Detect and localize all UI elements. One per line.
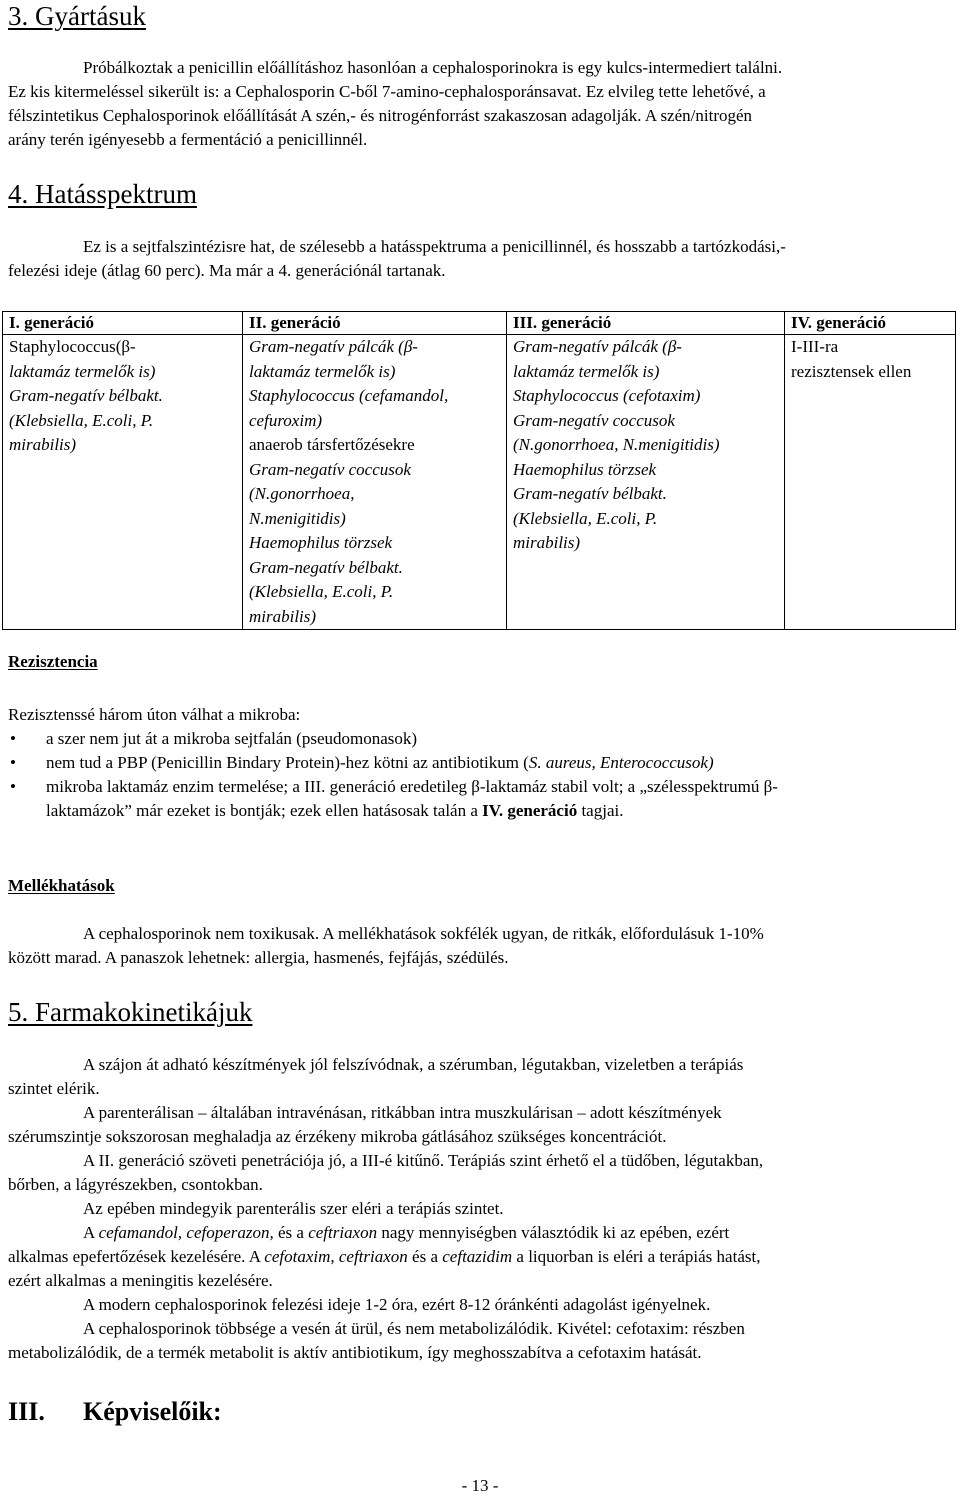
text-line: A II. generáció szöveti penetrációja jó, a III-é kitűnő. Terápiás szint érhető el a tüdőben, légutakban, xyxy=(83,1151,764,1170)
cell-line: (N.gonorrhoea, xyxy=(249,484,355,503)
cell-line: laktamáz termelők is) xyxy=(9,361,156,381)
bullet-icon: • xyxy=(10,777,16,796)
cell-line: Gram-negatív bélbakt. xyxy=(9,386,163,405)
section-iii-number: III. xyxy=(8,1397,45,1426)
cell-line: anaerob társfertőzésekre xyxy=(249,435,415,454)
text-line: A modern cephalosporinok felezési ideje 1-2 óra, ezért 8-12 óránkénti adagolást igényelnek. xyxy=(83,1295,711,1314)
text-line: Az epében mindegyik parenterális szer eléri a terápiás szintet. xyxy=(83,1199,504,1218)
cell-line: Gram-negatív coccusok xyxy=(513,410,675,430)
cell-line: Staphylococcus(β- xyxy=(9,337,136,356)
resistance-list xyxy=(8,727,953,823)
list-item: • a szer nem jut át a mikroba sejtfalán (pseudomonasok) xyxy=(8,727,953,751)
text-line: szintet elérik. xyxy=(8,1079,100,1098)
header-gen-3: III. generáció xyxy=(507,312,785,335)
text-line: Ez kis kitermeléssel sikerült is: a Cephalosporin C-ből 7-amino-cephalosporánsavat. Ez elvileg tette lehetővé, a xyxy=(8,82,766,101)
section-3-paragraph xyxy=(8,56,948,152)
text-line: metabolizálódik, de a termék metabolit is aktív antibiotikum, így meghosszabítva a cefotaxim hatását. xyxy=(8,1343,702,1362)
cell-gen-4 xyxy=(785,335,956,630)
bullet-icon: • xyxy=(10,729,16,748)
cell-line: (Klebsiella, E.coli, P. xyxy=(513,508,658,528)
text-line: bőrben, a lágyrészekben, csontokban. xyxy=(8,1175,263,1194)
cell-line: (N.gonorrhoea, N.menigitidis) xyxy=(513,435,720,454)
cell-line: N.menigitidis) xyxy=(249,508,346,528)
text-line: ezért alkalmas a meningitis kezelésére. xyxy=(8,1271,273,1290)
text-line: szérumszintje sokszorosan meghaladja az érzékeny mikroba gátlásához szükséges koncentrációt. xyxy=(8,1127,667,1146)
cell-gen-1 xyxy=(3,335,243,630)
resistance-intro: Rezisztenssé három úton válhat a mikroba: xyxy=(8,705,301,724)
cell-line: laktamáz termelők is) xyxy=(513,361,660,381)
text-line: A parenterálisan – általában intravénásan, ritkábban intra muszkulárisan – adott készítmények xyxy=(83,1103,722,1122)
text-line: felezési ideje (átlag 60 perc). Ma már a 4. generációnál tartanak. xyxy=(8,261,446,280)
text-line: Próbálkoztak a penicillin előállításhoz hasonlóan a cephalosporinokra is egy kulcs-intermediert találni. xyxy=(83,58,783,77)
cell-line: laktamáz termelők is) xyxy=(249,361,396,381)
cell-line: Gram-negatív bélbakt. xyxy=(249,557,403,577)
header-gen-1: I. generáció xyxy=(3,312,243,335)
section-5-title: 5. Farmakokinetikájuk xyxy=(8,997,253,1027)
resistance-title: Rezisztencia xyxy=(8,652,98,671)
cell-gen-3 xyxy=(507,335,785,630)
text-line: A cefamandol, cefoperazon, és a ceftriaxon nagy mennyiségben választódik ki az epében, ezért xyxy=(83,1223,730,1242)
cell-line: Haemophilus törzsek xyxy=(249,533,393,552)
table-header-row xyxy=(3,312,956,335)
cell-line: mirabilis) xyxy=(9,435,77,454)
cell-line: cefuroxim) xyxy=(249,410,323,430)
section-5-body xyxy=(8,1053,953,1365)
cell-line: Gram-negatív coccusok xyxy=(249,459,411,479)
text-line: alkalmas epefertőzések kezelésére. A cefotaxim, ceftriaxon és a ceftazidim a liquorban is eléri a terápiás hatást, xyxy=(8,1247,761,1266)
text-line: arány terén igényesebb a fermentáció a penicillinnél. xyxy=(8,130,368,149)
text-line: félszintetikus Cephalosporinok előállítását A szén,- és nitrogénforrást szakaszosan adagolják. A szén/nitrogén xyxy=(8,106,753,125)
section-iii-title: Képviselőik: xyxy=(83,1397,222,1426)
table-row xyxy=(3,335,956,630)
cell-line: I-III-ra xyxy=(791,337,839,356)
cell-line: (Klebsiella, E.coli, P. xyxy=(9,410,154,430)
cell-line: Staphylococcus (cefamandol, xyxy=(249,386,449,405)
text-line: Ez is a sejtfalszintézisre hat, de szélesebb a hatásspektruma a penicillinnél, és hosszabb a tartózkodási,- xyxy=(83,237,786,256)
text-line: A szájon át adható készítmények jól felszívódnak, a szérumban, légutakban, vizeletben a terápiás xyxy=(83,1055,744,1074)
text-line: között marad. A panaszok lehetnek: allergia, hasmenés, fejfájás, szédülés. xyxy=(8,948,509,967)
text-line: A cephalosporinok többsége a vesén át ürül, és nem metabolizálódik. Kivétel: cefotaxim: részben xyxy=(83,1319,745,1338)
cell-line: (Klebsiella, E.coli, P. xyxy=(249,582,394,601)
cell-line: mirabilis) xyxy=(513,533,581,552)
section-4-paragraph xyxy=(8,235,953,283)
list-item: • nem tud a PBP (Penicillin Bindary Protein)-hez kötni az antibiotikum (S. aureus, Enterococcusok) xyxy=(8,751,953,775)
page-number: - 13 - xyxy=(461,1476,499,1495)
section-4-title: 4. Hatásspektrum xyxy=(8,179,197,209)
cell-line: Haemophilus törzsek xyxy=(513,459,657,479)
resistance-block xyxy=(8,703,953,823)
generation-table xyxy=(2,311,956,630)
cell-line: mirabilis) xyxy=(249,606,317,626)
cell-line: Gram-negatív bélbakt. xyxy=(513,484,667,503)
side-effects-paragraph xyxy=(8,922,953,970)
cell-line: Gram-negatív pálcák (β- xyxy=(249,337,418,356)
text-line: A cephalosporinok nem toxikusak. A mellékhatások sokfélék ugyan, de ritkák, előfordulásuk 1-10% xyxy=(83,924,764,943)
header-gen-4: IV. generáció xyxy=(785,312,956,335)
side-effects-title: Mellékhatások xyxy=(8,876,115,895)
cell-line: Gram-negatív pálcák (β- xyxy=(513,337,682,356)
section-3-title: 3. Gyártásuk xyxy=(8,1,146,31)
cell-gen-2 xyxy=(243,335,507,630)
bullet-icon: • xyxy=(10,753,16,772)
cell-line: Staphylococcus (cefotaxim) xyxy=(513,386,701,405)
header-gen-2: II. generáció xyxy=(243,312,507,335)
cell-line: rezisztensek ellen xyxy=(791,361,912,381)
list-item: • mikroba laktamáz enzim termelése; a III. generáció eredetileg β-laktamáz stabil volt; a „szélesspektrumú β- laktamázok” már ezeket is bontják; ezek ellen hatásosak talán a IV. generáció tagjai. xyxy=(10,777,778,820)
